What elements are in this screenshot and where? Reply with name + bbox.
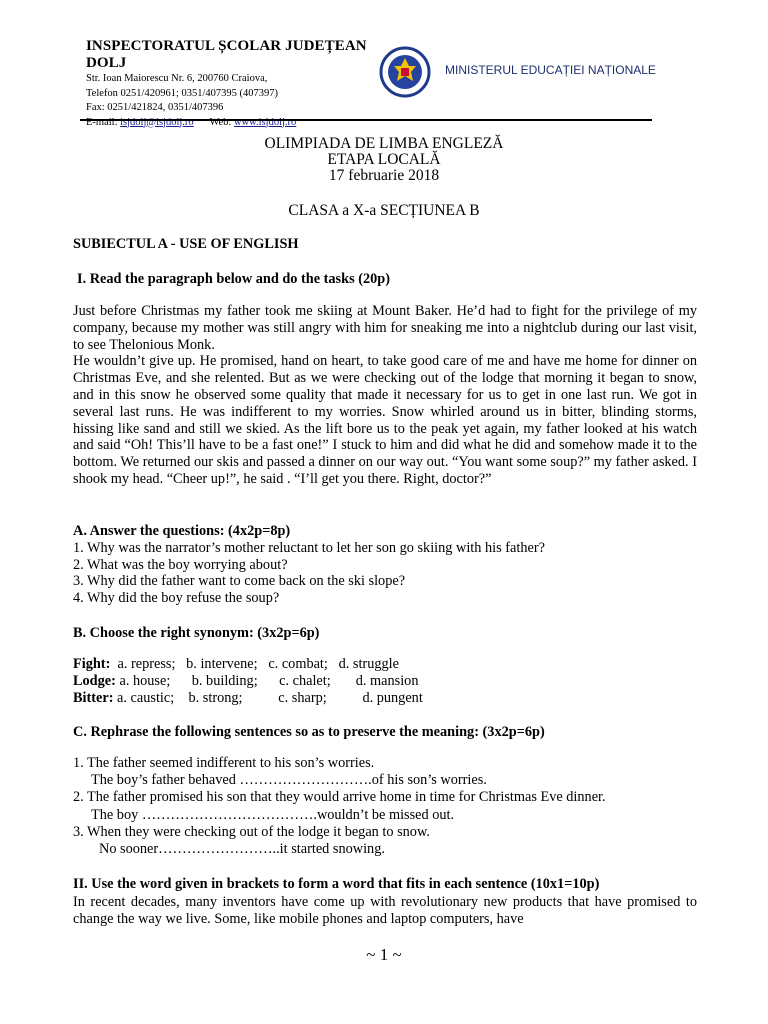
header-divider: [80, 119, 652, 121]
web-label: Web:: [209, 116, 232, 128]
passage-paragraph-2: He wouldn’t give up. He promised, hand on heart, to take good care of me and have me home for dinner on Christmas Eve, and she relented. But as we were checking out of the lodge that morning it began to snow, and in this snow he observed some quality that made it necessary for us to get in one last run. We got in several last runs. He was indifferent to my worries. Snow whirled around us in bitter, blinding storms, hissing like sand and still we skied. As the lift bore us to the peak yet again, my father looked at his watch and said “Oh! This’ll have to be a fast one!” I stuck to him and did what he did and somehow made it to the bottom. We returned our skis and passed a dinner on our way out. “You want some soup?” my father asked. I shook my head. “Cheer up!”, he said . “I’ll get you there. Right, doctor?”: [73, 353, 697, 487]
fax-line: Fax: 0251/421824, 0351/407396: [86, 102, 224, 113]
institution-name: INSPECTORATUL ȘCOLAR JUDEȚEAN DOLJ: [86, 38, 367, 71]
task-a-heading: A. Answer the questions: (4x2p=8p): [73, 523, 291, 539]
rephrase-list: [73, 755, 697, 858]
synonym-row: [73, 656, 697, 673]
ministry-name: MINISTERUL EDUCAȚIEI NAȚIONALE: [445, 63, 656, 77]
synonym-row: [73, 690, 697, 707]
reading-passage: [73, 303, 697, 488]
part1-heading: I. Read the paragraph below and do the tasks (20p): [77, 271, 390, 287]
subject-heading: SUBIECTUL A - USE OF ENGLISH: [73, 236, 299, 252]
part2-heading: II. Use the word given in brackets to form a word that fits in each sentence (10x1=10p): [73, 876, 600, 892]
rephrase-prompt-3: No sooner……………………..it started snowing.: [99, 841, 385, 858]
website-link[interactable]: www.isjdolj.ro: [233, 116, 297, 128]
email-link[interactable]: isjdolj@isjdolj.ro: [120, 116, 194, 128]
rephrase-sentence-2: 2. The father promised his son that they would arrive home in time for Christmas Eve dinner.: [73, 789, 606, 806]
title-line-2: ETAPA LOCALĂ: [327, 151, 441, 168]
question-3: 3. Why did the father want to come back on the ski slope?: [73, 573, 406, 590]
exam-title: [0, 136, 768, 184]
address-line: Str. Ioan Maiorescu Nr. 6, 200760 Craiova,: [86, 73, 268, 84]
passage-paragraph-1: Just before Christmas my father took me skiing at Mount Baker. He’d had to fight for the privilege of my company, because my mother was still angry with him for sneaking me into a nightclub during our last visit, to see Thelonious Monk.: [73, 303, 697, 353]
rephrase-prompt-2: The boy ……………………………….wouldn’t be missed out.: [91, 806, 455, 823]
page-number: ~ 1 ~: [366, 945, 402, 964]
synonym-list: [73, 656, 697, 706]
task-b-heading: B. Choose the right synonym: (3x2p=6p): [73, 625, 320, 641]
synonym-options: a. house; b. building; c. chalet; d. mansion: [115, 672, 419, 689]
synonym-word: Lodge:: [73, 672, 116, 689]
rephrase-sentence-1: 1. The father seemed indifferent to his son’s worries.: [73, 755, 375, 771]
email-web-line: [86, 116, 386, 131]
question-1: 1. Why was the narrator’s mother reluctant to let her son go skiing with his father?: [73, 539, 545, 556]
question-4: 4. Why did the boy refuse the soup?: [73, 590, 280, 607]
rephrase-prompt-1: The boy’s father behaved ……………………….of his son’s worries.: [91, 772, 487, 789]
question-2: 2. What was the boy worrying about?: [73, 556, 288, 573]
letterhead-contact: [86, 38, 386, 130]
synonym-row: [73, 673, 697, 690]
rephrase-sentence-3: 3. When they were checking out of the lodge it began to snow.: [73, 823, 430, 840]
synonym-word: Fight:: [73, 656, 111, 672]
title-line-1: OLIMPIADA DE LIMBA ENGLEZĂ: [264, 135, 504, 152]
synonym-word: Bitter:: [73, 689, 114, 706]
class-section: CLASA a X-a SECȚIUNEA B: [288, 202, 480, 219]
government-crest-icon: [378, 46, 432, 98]
phone-line: Telefon 0251/420961; 0351/407395 (407397): [86, 87, 279, 99]
part2-paragraph: In recent decades, many inventors have come up with revolutionary new products that have promised to change the way we live. Some, like mobile phones and laptop computers, have: [73, 894, 697, 927]
exam-date: 17 februarie 2018: [328, 167, 440, 184]
synonym-options: a. repress; b. intervene; c. combat; d. struggle: [110, 656, 399, 672]
task-c-heading: C. Rephrase the following sentences so as to preserve the meaning: (3x2p=6p): [73, 724, 545, 740]
email-label: E-mail:: [86, 116, 118, 128]
synonym-options: a. caustic; b. strong; c. sharp; d. pungent: [113, 689, 423, 706]
task-a: [73, 523, 697, 607]
